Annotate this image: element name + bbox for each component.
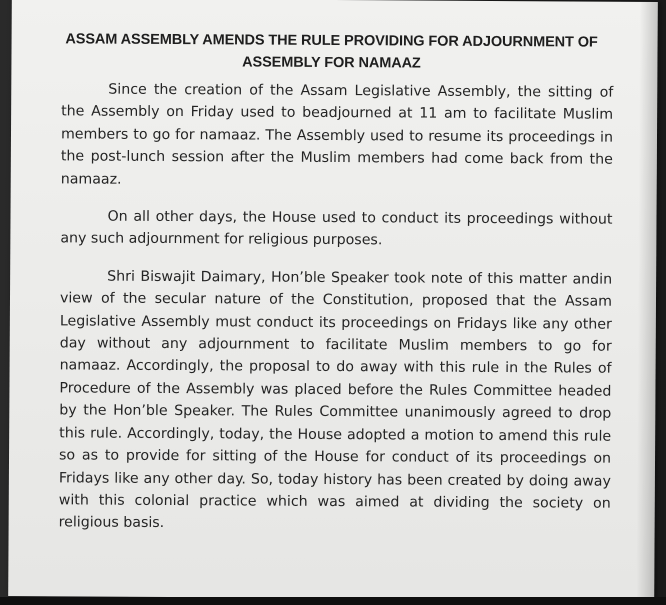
paragraph-2: On all other days, the House used to conduct its proceedings without any such adjournment for religious purposes. (60, 208, 613, 249)
paragraph-3: Shri Biswajit Daimary, Hon’ble Speaker took note of this matter andin view of the secular nature of the Constitution, proposed that the Assam Legislative Assembly must conduct its proceedings on Fridays like any other day without any adjournment to facilitate Muslim members to go for namaaz. Accordingly, the proposal to do away with this rule in the Rules of Procedure of the Assembly was placed before the Rules Committee headed by the Hon’ble Speaker. The Rules Committee unanimously agreed to drop this rule. Accordingly, today, the House adopted a motion to amend this rule so as to provide for sitting of the House for conduct of its proceedings on Fridays like any other day. So, today history has been created by doing away with this colonial practice which was aimed at dividing the society on religious basis. (58, 268, 613, 532)
document-page (8, 0, 658, 600)
page-edge-shadow (636, 2, 658, 600)
background-edge (0, 597, 666, 605)
document-body (58, 78, 613, 552)
paragraph-1: Since the creation of the Assam Legislative Assembly, the sitting of the Assembly on Friday used to beadjourned at 11 am to facilitate Muslim members to go for namaaz. The Assembly used to resume its proceedings in the post-lunch session after the Muslim members had come back from the namaaz. (60, 81, 614, 188)
document-title: ASSAM ASSEMBLY AMENDS THE RULE PROVIDING FOR ADJOURNMENT OF ASSEMBLY FOR NAMAAZ (65, 31, 598, 72)
